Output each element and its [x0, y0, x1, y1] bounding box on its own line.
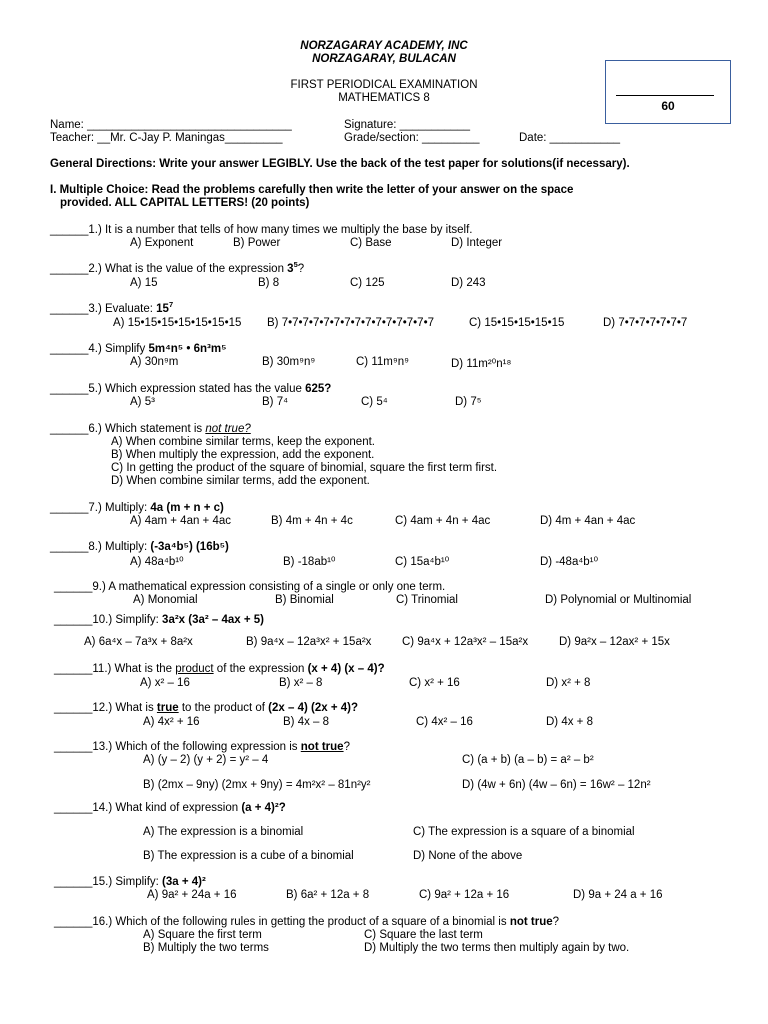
score-box	[605, 60, 731, 124]
q16-stem-end: ?	[552, 916, 560, 928]
q11-option-d: D) x² + 8	[546, 677, 591, 689]
q3-option-d: D) 7•7•7•7•7•7•7	[603, 317, 688, 329]
q2-option-c: C) 125	[350, 277, 385, 289]
q9-option-d: D) Polynomial or Multinomial	[545, 594, 692, 606]
q7-option-c: C) 4am + 4n + 4ac	[395, 515, 491, 527]
q5-option-a: A) 5³	[130, 396, 155, 408]
q14-option-c: C) The expression is a square of a binomial	[413, 826, 635, 838]
question-5	[50, 383, 331, 395]
q15-expression: (3a + 4)²	[162, 876, 206, 888]
question-13	[54, 741, 350, 753]
question-16	[54, 916, 559, 928]
question-6	[50, 423, 251, 435]
q11-option-c: C) x² + 16	[409, 677, 460, 689]
q13-option-c: C) (a + b) (a – b) = a² – b²	[462, 754, 594, 766]
q13-stem: ______13.) Which of the following expression is	[54, 741, 301, 753]
question-10	[54, 614, 264, 626]
name-field[interactable]: Name: ________________________________	[50, 119, 292, 131]
q13-stem-end: ?	[343, 741, 350, 753]
q3-base: 15	[156, 303, 169, 315]
q3-stem: ______3.) Evaluate:	[50, 303, 157, 315]
q2-exponent: 5	[293, 260, 298, 269]
exam-title: FIRST PERIODICAL EXAMINATION	[290, 79, 478, 91]
q4-option-d: D) 11m²⁰n¹⁸	[451, 358, 512, 370]
q4-stem: ______4.) Simplify	[50, 343, 149, 355]
q16-emphasis: not true	[509, 916, 553, 928]
q16-option-d: D) Multiply the two terms then multiply again by two.	[364, 942, 630, 954]
q8-option-c: C) 15a⁴b¹⁰	[395, 556, 450, 568]
q10-option-c: C) 9a⁴x + 12a³x² – 15a²x	[402, 636, 529, 648]
q14-stem: ______14.) What kind of expression	[54, 802, 242, 814]
q6-option-c: C) In getting the product of the square of binomial, square the first term first.	[111, 462, 498, 474]
q4-option-b: B) 30m⁹n⁹	[262, 356, 316, 368]
question-3	[50, 300, 174, 315]
q11-stem-mid: of the expression	[213, 663, 308, 675]
q16-stem: ______16.) Which of the following rules in getting the product of a square of a binomial is	[54, 916, 510, 928]
q16-option-b: B) Multiply the two terms	[143, 942, 269, 954]
q5-stem: ______5.) Which expression stated has the value	[50, 383, 306, 395]
school-location: NORZAGARAY, BULACAN	[312, 53, 456, 65]
q9-option-b: B) Binomial	[275, 594, 334, 606]
q13-option-d: D) (4w + 6n) (4w – 6n) = 16w² – 12n²	[462, 779, 651, 791]
question-11	[54, 663, 385, 675]
q15-stem: ______15.) Simplify:	[54, 876, 163, 888]
q12-stem-mid: to the product of	[178, 702, 269, 714]
q10-stem: ______10.) Simplify:	[54, 614, 163, 626]
q11-stem: ______11.) What is the	[54, 663, 176, 675]
question-8	[50, 541, 229, 553]
q7-stem: ______7.) Multiply:	[50, 502, 151, 514]
question-2	[50, 260, 305, 275]
question-15	[54, 876, 206, 888]
question-12	[54, 702, 358, 714]
q6-option-a: A) When combine similar terms, keep the exponent.	[111, 436, 375, 448]
school-name: NORZAGARAY ACADEMY, INC	[300, 40, 468, 52]
general-directions: General Directions: Write your answer LEGIBLY. Use the back of the test paper for solutions(if necessary).	[50, 158, 630, 170]
q12-stem: ______12.) What is	[54, 702, 157, 714]
q8-option-d: D) -48a⁴b¹⁰	[540, 556, 599, 568]
q7-option-a: A) 4am + 4an + 4ac	[130, 515, 232, 527]
q2-stem: ______2.) What is the value of the expression	[50, 263, 288, 275]
q15-option-d: D) 9a + 24 a + 16	[573, 889, 663, 901]
q2-stem-end: ?	[297, 263, 305, 275]
q1-option-b: B) Power	[233, 237, 281, 249]
q8-option-b: B) -18ab¹⁰	[283, 556, 336, 568]
q9-option-a: A) Monomial	[133, 594, 198, 606]
q15-option-c: C) 9a² + 12a + 16	[419, 889, 510, 901]
question-1: ______1.) It is a number that tells of how many times we multiply the base by itself.	[50, 224, 473, 236]
q3-option-c: C) 15•15•15•15•15	[469, 317, 565, 329]
q11-expression: (x + 4) (x – 4)?	[307, 663, 385, 675]
q10-option-a: A) 6a⁴x – 7a³x + 8a²x	[84, 636, 193, 648]
q6-option-d: D) When combine similar terms, add the exponent.	[111, 475, 370, 487]
q12-option-c: C) 4x² – 16	[416, 716, 473, 728]
q5-option-c: C) 5⁴	[361, 396, 388, 408]
q6-stem: ______6.) Which statement is	[50, 423, 206, 435]
q5-option-d: D) 7⁵	[455, 396, 482, 408]
q1-option-a: A) Exponent	[130, 237, 194, 249]
q8-expression: (-3a⁴b⁵) (16b⁵)	[150, 541, 229, 553]
q8-option-a: A) 48a⁴b¹⁰	[130, 556, 184, 568]
q3-option-a: A) 15•15•15•15•15•15•15	[113, 317, 242, 329]
q4-option-c: C) 11m⁹n⁹	[356, 356, 410, 368]
subject-title: MATHEMATICS 8	[338, 92, 430, 104]
q2-option-b: B) 8	[258, 277, 280, 289]
q13-option-b: B) (2mx – 9ny) (2mx + 9ny) = 4m²x² – 81n²y²	[143, 779, 371, 791]
section-title-line1: I. Multiple Choice: Read the problems carefully then write the letter of your answer on the space	[50, 184, 574, 196]
grade-field[interactable]: Grade/section: _________	[344, 132, 480, 144]
score-line	[616, 95, 714, 96]
q12-emphasis: true	[156, 702, 179, 714]
q7-expression: 4a (m + n + c)	[150, 502, 224, 514]
date-field[interactable]: Date: ___________	[519, 132, 621, 144]
q12-option-a: A) 4x² + 16	[143, 716, 200, 728]
q9-option-c: C) Trinomial	[396, 594, 458, 606]
q1-option-c: C) Base	[350, 237, 392, 249]
q16-option-a: A) Square the first term	[143, 929, 262, 941]
question-9: ______9.) A mathematical expression consisting of a single or only one term.	[54, 581, 446, 593]
q2-option-d: D) 243	[451, 277, 486, 289]
question-7	[50, 502, 224, 514]
q12-expression: (2x – 4) (2x + 4)?	[268, 702, 358, 714]
q6-option-b: B) When multiply the expression, add the exponent.	[111, 449, 375, 461]
q3-option-b: B) 7•7•7•7•7•7•7•7•7•7•7•7•7•7•7	[267, 317, 434, 329]
q7-option-d: D) 4m + 4an + 4ac	[540, 515, 636, 527]
q15-option-a: A) 9a² + 24a + 16	[147, 889, 237, 901]
q10-expression: 3a²x (3a² – 4ax + 5)	[162, 614, 265, 626]
q11-option-a: A) x² – 16	[140, 677, 190, 689]
q14-expression: (a + 4)²?	[241, 802, 286, 814]
signature-field[interactable]: Signature: ___________	[344, 119, 470, 131]
q16-option-c: C) Square the last term	[364, 929, 483, 941]
q11-option-b: B) x² – 8	[279, 677, 323, 689]
q2-base: 3	[287, 263, 294, 275]
q14-option-d: D) None of the above	[413, 850, 523, 862]
q12-option-b: B) 4x – 8	[283, 716, 330, 728]
section-title-line2: provided. ALL CAPITAL LETTERS! (20 points)	[60, 197, 310, 209]
q8-stem: ______8.) Multiply:	[50, 541, 151, 553]
question-14	[54, 802, 286, 814]
teacher-field: Teacher: __Mr. C-Jay P. Maningas_________	[50, 132, 283, 144]
q11-emphasis: product	[175, 663, 214, 675]
q13-option-a: A) (y – 2) (y + 2) = y² – 4	[143, 754, 269, 766]
q14-option-a: A) The expression is a binomial	[143, 826, 304, 838]
q10-option-b: B) 9a⁴x – 12a³x² + 15a²x	[246, 636, 372, 648]
q7-option-b: B) 4m + 4n + 4c	[271, 515, 353, 527]
q1-option-d: D) Integer	[451, 237, 503, 249]
q5-value: 625?	[305, 383, 332, 395]
q4-option-a: A) 30n⁹m	[130, 356, 179, 368]
total-score: 60	[661, 99, 675, 113]
q2-option-a: A) 15	[130, 277, 158, 289]
q15-option-b: B) 6a² + 12a + 8	[286, 889, 370, 901]
question-4	[50, 343, 226, 355]
q5-option-b: B) 7⁴	[262, 396, 289, 408]
q3-exponent: 7	[168, 300, 174, 309]
q6-emphasis: not true?	[205, 423, 251, 435]
q14-option-b: B) The expression is a cube of a binomial	[143, 850, 354, 862]
q13-emphasis: not true	[300, 741, 344, 753]
q12-option-d: D) 4x + 8	[546, 716, 593, 728]
q10-option-d: D) 9a²x – 12ax² + 15x	[559, 636, 670, 648]
q4-expression: 5m⁴n⁵ • 6n³m⁵	[148, 343, 227, 355]
